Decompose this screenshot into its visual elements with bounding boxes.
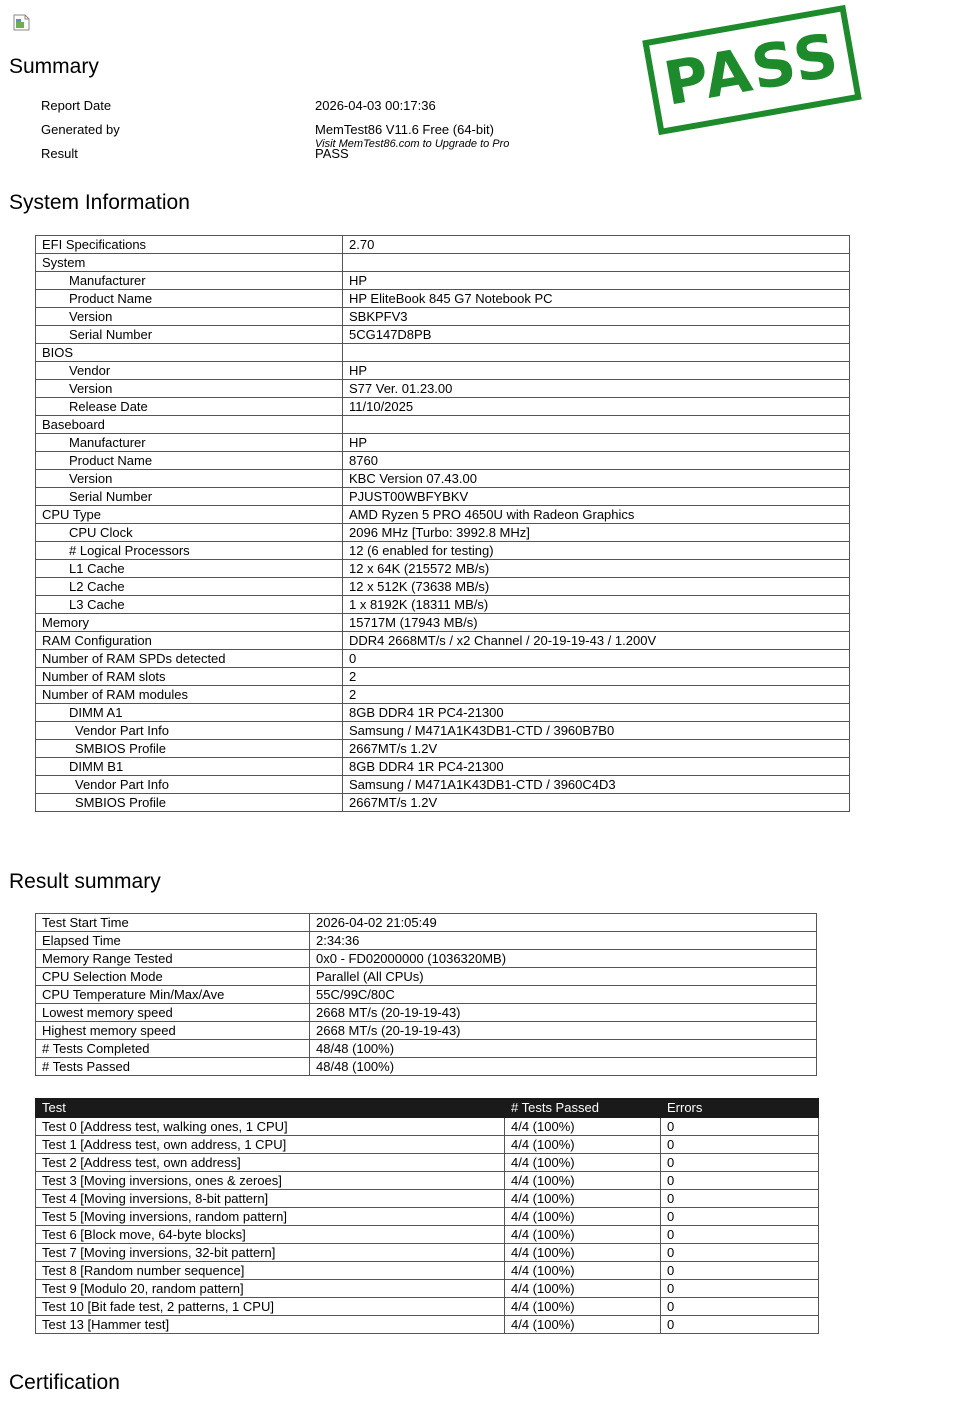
- result-summary-heading: Result summary: [9, 870, 161, 893]
- info-value: 8GB DDR4 1R PC4-21300: [343, 704, 850, 722]
- summary-value-text: MemTest86 V11.6 Free (64-bit): [315, 122, 494, 137]
- test-name: Test 8 [Random number sequence]: [36, 1262, 505, 1280]
- test-name: Test 7 [Moving inversions, 32-bit pattern]: [36, 1244, 505, 1262]
- info-key: L2 Cache: [36, 578, 343, 596]
- info-value: 48/48 (100%): [310, 1040, 817, 1058]
- info-key: Product Name: [36, 290, 343, 308]
- info-key: SMBIOS Profile: [36, 740, 343, 758]
- info-key: Memory: [36, 614, 343, 632]
- info-value: AMD Ryzen 5 PRO 4650U with Radeon Graphics: [343, 506, 850, 524]
- error-count: 0: [661, 1136, 819, 1154]
- test-row: [36, 1244, 819, 1262]
- info-value: 55C/99C/80C: [310, 986, 817, 1004]
- info-key: BIOS: [36, 344, 343, 362]
- certification-heading: Certification: [9, 1371, 120, 1394]
- info-value: 2:34:36: [310, 932, 817, 950]
- info-row: [36, 758, 850, 776]
- info-value: 0: [343, 650, 850, 668]
- info-value: 2668 MT/s (20-19-19-43): [310, 1004, 817, 1022]
- info-row: [36, 794, 850, 812]
- test-name: Test 13 [Hammer test]: [36, 1316, 505, 1334]
- info-key: EFI Specifications: [36, 236, 343, 254]
- info-row: [36, 542, 850, 560]
- info-key: Memory Range Tested: [36, 950, 310, 968]
- info-value: [343, 344, 850, 362]
- tests-passed: 4/4 (100%): [505, 1154, 661, 1172]
- info-row: [36, 776, 850, 794]
- info-key: Lowest memory speed: [36, 1004, 310, 1022]
- info-key: Version: [36, 470, 343, 488]
- info-row: [36, 452, 850, 470]
- info-value: 11/10/2025: [343, 398, 850, 416]
- summary-key: Generated by: [41, 122, 120, 137]
- info-row: [36, 968, 817, 986]
- info-value: 2: [343, 668, 850, 686]
- info-value: 12 x 512K (73638 MB/s): [343, 578, 850, 596]
- info-key: DIMM A1: [36, 704, 343, 722]
- info-row: [36, 1004, 817, 1022]
- system-information-heading: System Information: [9, 191, 190, 214]
- summary-key: Result: [41, 146, 78, 161]
- info-key: RAM Configuration: [36, 632, 343, 650]
- pass-stamp-text: PASS: [658, 20, 846, 120]
- info-key: L1 Cache: [36, 560, 343, 578]
- info-key: # Tests Completed: [36, 1040, 310, 1058]
- test-name: Test 9 [Modulo 20, random pattern]: [36, 1280, 505, 1298]
- info-row: [36, 416, 850, 434]
- info-value: Samsung / M471A1K43DB1-CTD / 3960C4D3: [343, 776, 850, 794]
- info-value: 2667MT/s 1.2V: [343, 740, 850, 758]
- info-row: [36, 650, 850, 668]
- summary-value-text: PASS: [315, 146, 349, 161]
- info-value: 2668 MT/s (20-19-19-43): [310, 1022, 817, 1040]
- test-name: Test 2 [Address test, own address]: [36, 1154, 505, 1172]
- test-row: [36, 1316, 819, 1334]
- summary-value: [315, 98, 436, 113]
- tests-passed: 4/4 (100%): [505, 1280, 661, 1298]
- tests-passed: 4/4 (100%): [505, 1298, 661, 1316]
- info-row: [36, 398, 850, 416]
- info-value: 12 (6 enabled for testing): [343, 542, 850, 560]
- error-count: 0: [661, 1118, 819, 1136]
- info-row: [36, 1058, 817, 1076]
- tests-passed: 4/4 (100%): [505, 1262, 661, 1280]
- info-value: DDR4 2668MT/s / x2 Channel / 20-19-19-43 / 1.200V: [343, 632, 850, 650]
- result-summary-table: [35, 913, 817, 1076]
- summary-value-text: 2026-04-03 00:17:36: [315, 98, 436, 113]
- info-row: [36, 722, 850, 740]
- test-name: Test 5 [Moving inversions, random pattern]: [36, 1208, 505, 1226]
- info-value: HP: [343, 362, 850, 380]
- info-row: [36, 236, 850, 254]
- info-key: Release Date: [36, 398, 343, 416]
- tests-passed: 4/4 (100%): [505, 1172, 661, 1190]
- test-name: Test 4 [Moving inversions, 8-bit pattern]: [36, 1190, 505, 1208]
- test-row: [36, 1136, 819, 1154]
- info-key: Serial Number: [36, 488, 343, 506]
- error-count: 0: [661, 1280, 819, 1298]
- error-count: 0: [661, 1208, 819, 1226]
- info-key: # Tests Passed: [36, 1058, 310, 1076]
- upgrade-note: Visit MemTest86.com to Upgrade to Pro: [315, 138, 510, 150]
- info-value: 48/48 (100%): [310, 1058, 817, 1076]
- test-name: Test 6 [Block move, 64-byte blocks]: [36, 1226, 505, 1244]
- info-key: CPU Clock: [36, 524, 343, 542]
- info-key: Vendor Part Info: [36, 722, 343, 740]
- info-key: Serial Number: [36, 326, 343, 344]
- info-row: [36, 578, 850, 596]
- test-row: [36, 1280, 819, 1298]
- info-row: [36, 272, 850, 290]
- info-row: [36, 596, 850, 614]
- info-value: S77 Ver. 01.23.00: [343, 380, 850, 398]
- info-value: 2.70: [343, 236, 850, 254]
- tests-passed: 4/4 (100%): [505, 1190, 661, 1208]
- info-key: L3 Cache: [36, 596, 343, 614]
- test-row: [36, 1118, 819, 1136]
- info-key: CPU Type: [36, 506, 343, 524]
- info-value: SBKPFV3: [343, 308, 850, 326]
- info-value: 2667MT/s 1.2V: [343, 794, 850, 812]
- info-row: [36, 326, 850, 344]
- info-row: [36, 1040, 817, 1058]
- info-key: Version: [36, 380, 343, 398]
- info-value: PJUST00WBFYBKV: [343, 488, 850, 506]
- info-key: CPU Temperature Min/Max/Ave: [36, 986, 310, 1004]
- test-row: [36, 1172, 819, 1190]
- info-key: Number of RAM slots: [36, 668, 343, 686]
- test-row: [36, 1208, 819, 1226]
- tests-passed: 4/4 (100%): [505, 1208, 661, 1226]
- info-row: [36, 308, 850, 326]
- broken-image-icon: [12, 13, 32, 33]
- info-row: [36, 344, 850, 362]
- info-value: 12 x 64K (215572 MB/s): [343, 560, 850, 578]
- info-value: 15717M (17943 MB/s): [343, 614, 850, 632]
- info-value: Samsung / M471A1K43DB1-CTD / 3960B7B0: [343, 722, 850, 740]
- info-key: CPU Selection Mode: [36, 968, 310, 986]
- info-row: [36, 950, 817, 968]
- system-information-table: [35, 235, 850, 812]
- test-name: Test 10 [Bit fade test, 2 patterns, 1 CPU]: [36, 1298, 505, 1316]
- info-row: [36, 704, 850, 722]
- test-name: Test 1 [Address test, own address, 1 CPU]: [36, 1136, 505, 1154]
- info-row: [36, 506, 850, 524]
- test-results-header-row: [36, 1099, 819, 1118]
- info-value: 2: [343, 686, 850, 704]
- info-row: [36, 686, 850, 704]
- info-key: Number of RAM modules: [36, 686, 343, 704]
- summary-heading: Summary: [9, 55, 99, 78]
- info-value: 0x0 - FD02000000 (1036320MB): [310, 950, 817, 968]
- info-key: Baseboard: [36, 416, 343, 434]
- info-value: Parallel (All CPUs): [310, 968, 817, 986]
- test-results-table: [35, 1098, 819, 1334]
- info-row: [36, 914, 817, 932]
- tests-passed: 4/4 (100%): [505, 1136, 661, 1154]
- info-row: [36, 668, 850, 686]
- info-key: Highest memory speed: [36, 1022, 310, 1040]
- info-row: [36, 380, 850, 398]
- info-value: 8GB DDR4 1R PC4-21300: [343, 758, 850, 776]
- info-value: 2096 MHz [Turbo: 3992.8 MHz]: [343, 524, 850, 542]
- info-key: Elapsed Time: [36, 932, 310, 950]
- info-row: [36, 290, 850, 308]
- info-key: Test Start Time: [36, 914, 310, 932]
- info-value: 5CG147D8PB: [343, 326, 850, 344]
- info-value: HP EliteBook 845 G7 Notebook PC: [343, 290, 850, 308]
- test-row: [36, 1190, 819, 1208]
- error-count: 0: [661, 1190, 819, 1208]
- error-count: 0: [661, 1154, 819, 1172]
- info-row: [36, 524, 850, 542]
- tests-passed: 4/4 (100%): [505, 1226, 661, 1244]
- error-count: 0: [661, 1298, 819, 1316]
- info-row: [36, 632, 850, 650]
- column-header-errors: Errors: [661, 1099, 819, 1118]
- error-count: 0: [661, 1316, 819, 1334]
- info-row: [36, 614, 850, 632]
- info-key: Vendor Part Info: [36, 776, 343, 794]
- info-key: System: [36, 254, 343, 272]
- test-row: [36, 1262, 819, 1280]
- error-count: 0: [661, 1262, 819, 1280]
- info-row: [36, 560, 850, 578]
- info-value: 8760: [343, 452, 850, 470]
- info-key: Vendor: [36, 362, 343, 380]
- info-value: [343, 416, 850, 434]
- info-key: Manufacturer: [36, 272, 343, 290]
- info-key: Manufacturer: [36, 434, 343, 452]
- info-row: [36, 1022, 817, 1040]
- error-count: 0: [661, 1244, 819, 1262]
- info-row: [36, 254, 850, 272]
- info-row: [36, 488, 850, 506]
- info-key: Product Name: [36, 452, 343, 470]
- summary-value: [315, 146, 349, 161]
- test-name: Test 3 [Moving inversions, ones & zeroes]: [36, 1172, 505, 1190]
- info-key: Version: [36, 308, 343, 326]
- info-row: [36, 986, 817, 1004]
- info-value: [343, 254, 850, 272]
- info-row: [36, 740, 850, 758]
- tests-passed: 4/4 (100%): [505, 1118, 661, 1136]
- info-value: HP: [343, 272, 850, 290]
- info-value: 2026-04-02 21:05:49: [310, 914, 817, 932]
- test-name: Test 0 [Address test, walking ones, 1 CPU]: [36, 1118, 505, 1136]
- info-key: DIMM B1: [36, 758, 343, 776]
- info-key: SMBIOS Profile: [36, 794, 343, 812]
- info-value: KBC Version 07.43.00: [343, 470, 850, 488]
- info-row: [36, 434, 850, 452]
- info-row: [36, 932, 817, 950]
- info-row: [36, 362, 850, 380]
- info-value: HP: [343, 434, 850, 452]
- column-header-test: Test: [36, 1099, 505, 1118]
- error-count: 0: [661, 1226, 819, 1244]
- test-row: [36, 1298, 819, 1316]
- pass-stamp: [642, 5, 862, 135]
- column-header-tests-passed: # Tests Passed: [505, 1099, 661, 1118]
- info-row: [36, 470, 850, 488]
- tests-passed: 4/4 (100%): [505, 1316, 661, 1334]
- summary-key: Report Date: [41, 98, 112, 113]
- tests-passed: 4/4 (100%): [505, 1244, 661, 1262]
- test-row: [36, 1226, 819, 1244]
- info-value: 1 x 8192K (18311 MB/s): [343, 596, 850, 614]
- info-key: # Logical Processors: [36, 542, 343, 560]
- test-row: [36, 1154, 819, 1172]
- error-count: 0: [661, 1172, 819, 1190]
- info-key: Number of RAM SPDs detected: [36, 650, 343, 668]
